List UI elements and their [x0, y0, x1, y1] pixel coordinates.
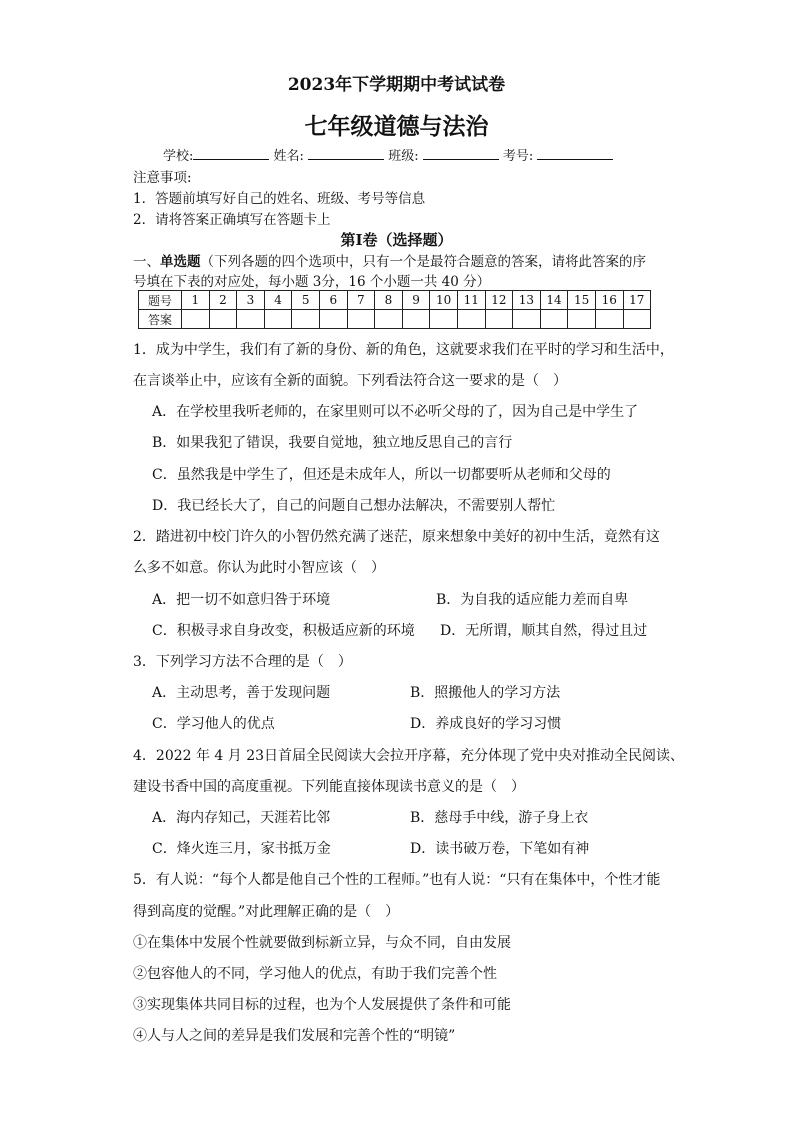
class-label: 班级:	[388, 149, 419, 164]
class-blank	[423, 147, 499, 160]
number-label: 考号:	[502, 149, 534, 164]
answer-row-header: 答案	[139, 310, 182, 329]
answer-cell	[347, 310, 375, 329]
question-2-option-a: A．把一切不如意归咎于环境	[152, 592, 331, 608]
answer-cell	[485, 310, 513, 329]
answer-cell	[319, 310, 347, 329]
question-2-stem-line: 么多不如意。你认为此时小智应该（ ）	[133, 560, 385, 576]
instructions-line2: 号填在下表的对应处，每小题 3分，16 个小题一共 40 分）	[133, 274, 491, 290]
number-row-header: 题号	[139, 291, 182, 310]
question-number-cell: 11	[457, 291, 485, 310]
question-number-cell: 7	[347, 291, 375, 310]
question-number-cell: 16	[595, 291, 623, 310]
answer-cell	[595, 310, 623, 329]
question-number-cell: 17	[623, 291, 651, 310]
question-5-stem-line: 得到高度的觉醒。”对此理解正确的是（ ）	[133, 904, 400, 920]
question-1-option-a: A．在学校里我听老师的，在家里则可以不必听父母的了，因为自己是中学生了	[152, 404, 639, 420]
section-prefix: 一、	[133, 254, 160, 270]
question-4-option-b: B．慈母手中线，游子身上衣	[410, 810, 589, 826]
question-2-stem-line: 2．踏进初中校门许久的小智仍然充满了迷茫，原来想象中美好的初中生活，竟然有这	[133, 529, 660, 545]
school-label: 学校:	[163, 149, 194, 164]
question-4-stem-line: 建设书香中国的高度重视。下列能直接体现读书意义的是（ ）	[133, 779, 525, 795]
question-4-stem-line: 4．2022 年 4 月 23日首届全民阅读大会拉开序幕，充分体现了党中央对推动全民阅读、	[133, 748, 685, 764]
question-5-stem-line: 5．有人说：“每个人都是他自己个性的工程师。”也有人说：“只有在集体中，个性才能	[133, 872, 661, 888]
answer-cell	[182, 310, 210, 329]
name-blank	[308, 147, 384, 160]
question-number-cell: 1	[182, 291, 210, 310]
question-5-statement-1: ①在集体中发展个性就要做到标新立异，与众不同，自由发展	[133, 935, 511, 951]
question-4-option-c: C．烽火连三月，家书抵万金	[152, 841, 331, 857]
question-1-option-c: C．虽然我是中学生了，但还是未成年人，所以一切都要听从老师和父母的	[152, 467, 611, 483]
instructions-line1: （下列各题的四个选项中，只有一个是最符合题意的答案，请将此答案的序	[200, 254, 646, 270]
student-info-line	[163, 145, 613, 164]
notes-heading: 注意事项:	[133, 170, 192, 186]
answer-cell	[430, 310, 458, 329]
section-type: 单选题	[160, 254, 201, 270]
question-number-cell: 5	[292, 291, 320, 310]
number-blank	[537, 147, 613, 160]
name-label: 姓名:	[273, 149, 304, 164]
answer-cell	[375, 310, 403, 329]
answer-table	[138, 290, 651, 329]
question-2-option-b: B．为自我的适应能力差而自卑	[436, 592, 629, 608]
question-1-option-b: B．如果我犯了错误，我要自觉地，独立地反思自己的言行	[152, 435, 513, 451]
question-number-cell: 2	[209, 291, 237, 310]
question-number-cell: 8	[375, 291, 403, 310]
answer-cell	[540, 310, 568, 329]
question-number-cell: 15	[568, 291, 596, 310]
school-blank	[193, 147, 269, 160]
question-number-cell: 6	[319, 291, 347, 310]
answer-cell	[402, 310, 430, 329]
exam-title: 2023年下学期期中考试试卷	[287, 75, 506, 95]
question-3-option-b: B．照搬他人的学习方法	[410, 685, 561, 701]
question-number-cell: 12	[485, 291, 513, 310]
question-5-statement-2: ②包容他人的不同，学习他人的优点，有助于我们完善个性	[133, 966, 497, 982]
answer-table-number-row	[139, 291, 651, 310]
answer-cell	[264, 310, 292, 329]
answer-cell	[209, 310, 237, 329]
section-title: 第I卷（选择题）	[340, 231, 453, 249]
question-2-option-c: C．积极寻求自身改变，积极适应新的环境	[152, 623, 415, 639]
note-item: 2．请将答案正确填写在答题卡上	[133, 212, 331, 228]
answer-table-answer-row	[139, 310, 651, 329]
answer-cell	[457, 310, 485, 329]
answer-cell	[292, 310, 320, 329]
question-4-option-a: A．海内存知己，天涯若比邻	[152, 810, 331, 826]
question-number-cell: 4	[264, 291, 292, 310]
question-4-option-d: D．读书破万卷，下笔如有神	[410, 841, 590, 857]
question-5-statement-3: ③实现集体共同目标的过程，也为个人发展提供了条件和可能	[133, 997, 511, 1013]
answer-cell	[623, 310, 651, 329]
question-number-cell: 9	[402, 291, 430, 310]
question-2-option-d: D．无所谓，顺其自然，得过且过	[440, 623, 648, 639]
answer-cell	[513, 310, 541, 329]
question-number-cell: 14	[540, 291, 568, 310]
question-3-option-c: C．学习他人的优点	[152, 716, 275, 732]
question-5-statement-4: ④人与人之间的差异是我们发展和完善个性的“明镜”	[133, 1028, 456, 1044]
question-3-stem-line: 3．下列学习方法不合理的是（ ）	[133, 654, 352, 670]
note-item: 1．答题前填写好自己的姓名、班级、考号等信息	[133, 191, 426, 207]
subject-title: 七年级道德与法治	[304, 113, 489, 140]
question-number-cell: 10	[430, 291, 458, 310]
question-1-stem-line: 1．成为中学生，我们有了新的身份、新的角色，这就要求我们在平时的学习和生活中，	[133, 342, 674, 358]
question-3-option-d: D．养成良好的学习习惯	[410, 716, 562, 732]
answer-cell	[568, 310, 596, 329]
question-3-option-a: A．主动思考，善于发现问题	[152, 685, 331, 701]
question-number-cell: 3	[237, 291, 265, 310]
answer-cell	[237, 310, 265, 329]
question-1-stem-line: 在言谈举止中，应该有全新的面貌。下列看法符合这一要求的是（ ）	[133, 373, 567, 389]
section-instructions	[133, 250, 646, 270]
question-1-option-d: D．我已经长大了，自己的问题自己想办法解决，不需要别人帮忙	[152, 498, 556, 514]
question-number-cell: 13	[513, 291, 541, 310]
